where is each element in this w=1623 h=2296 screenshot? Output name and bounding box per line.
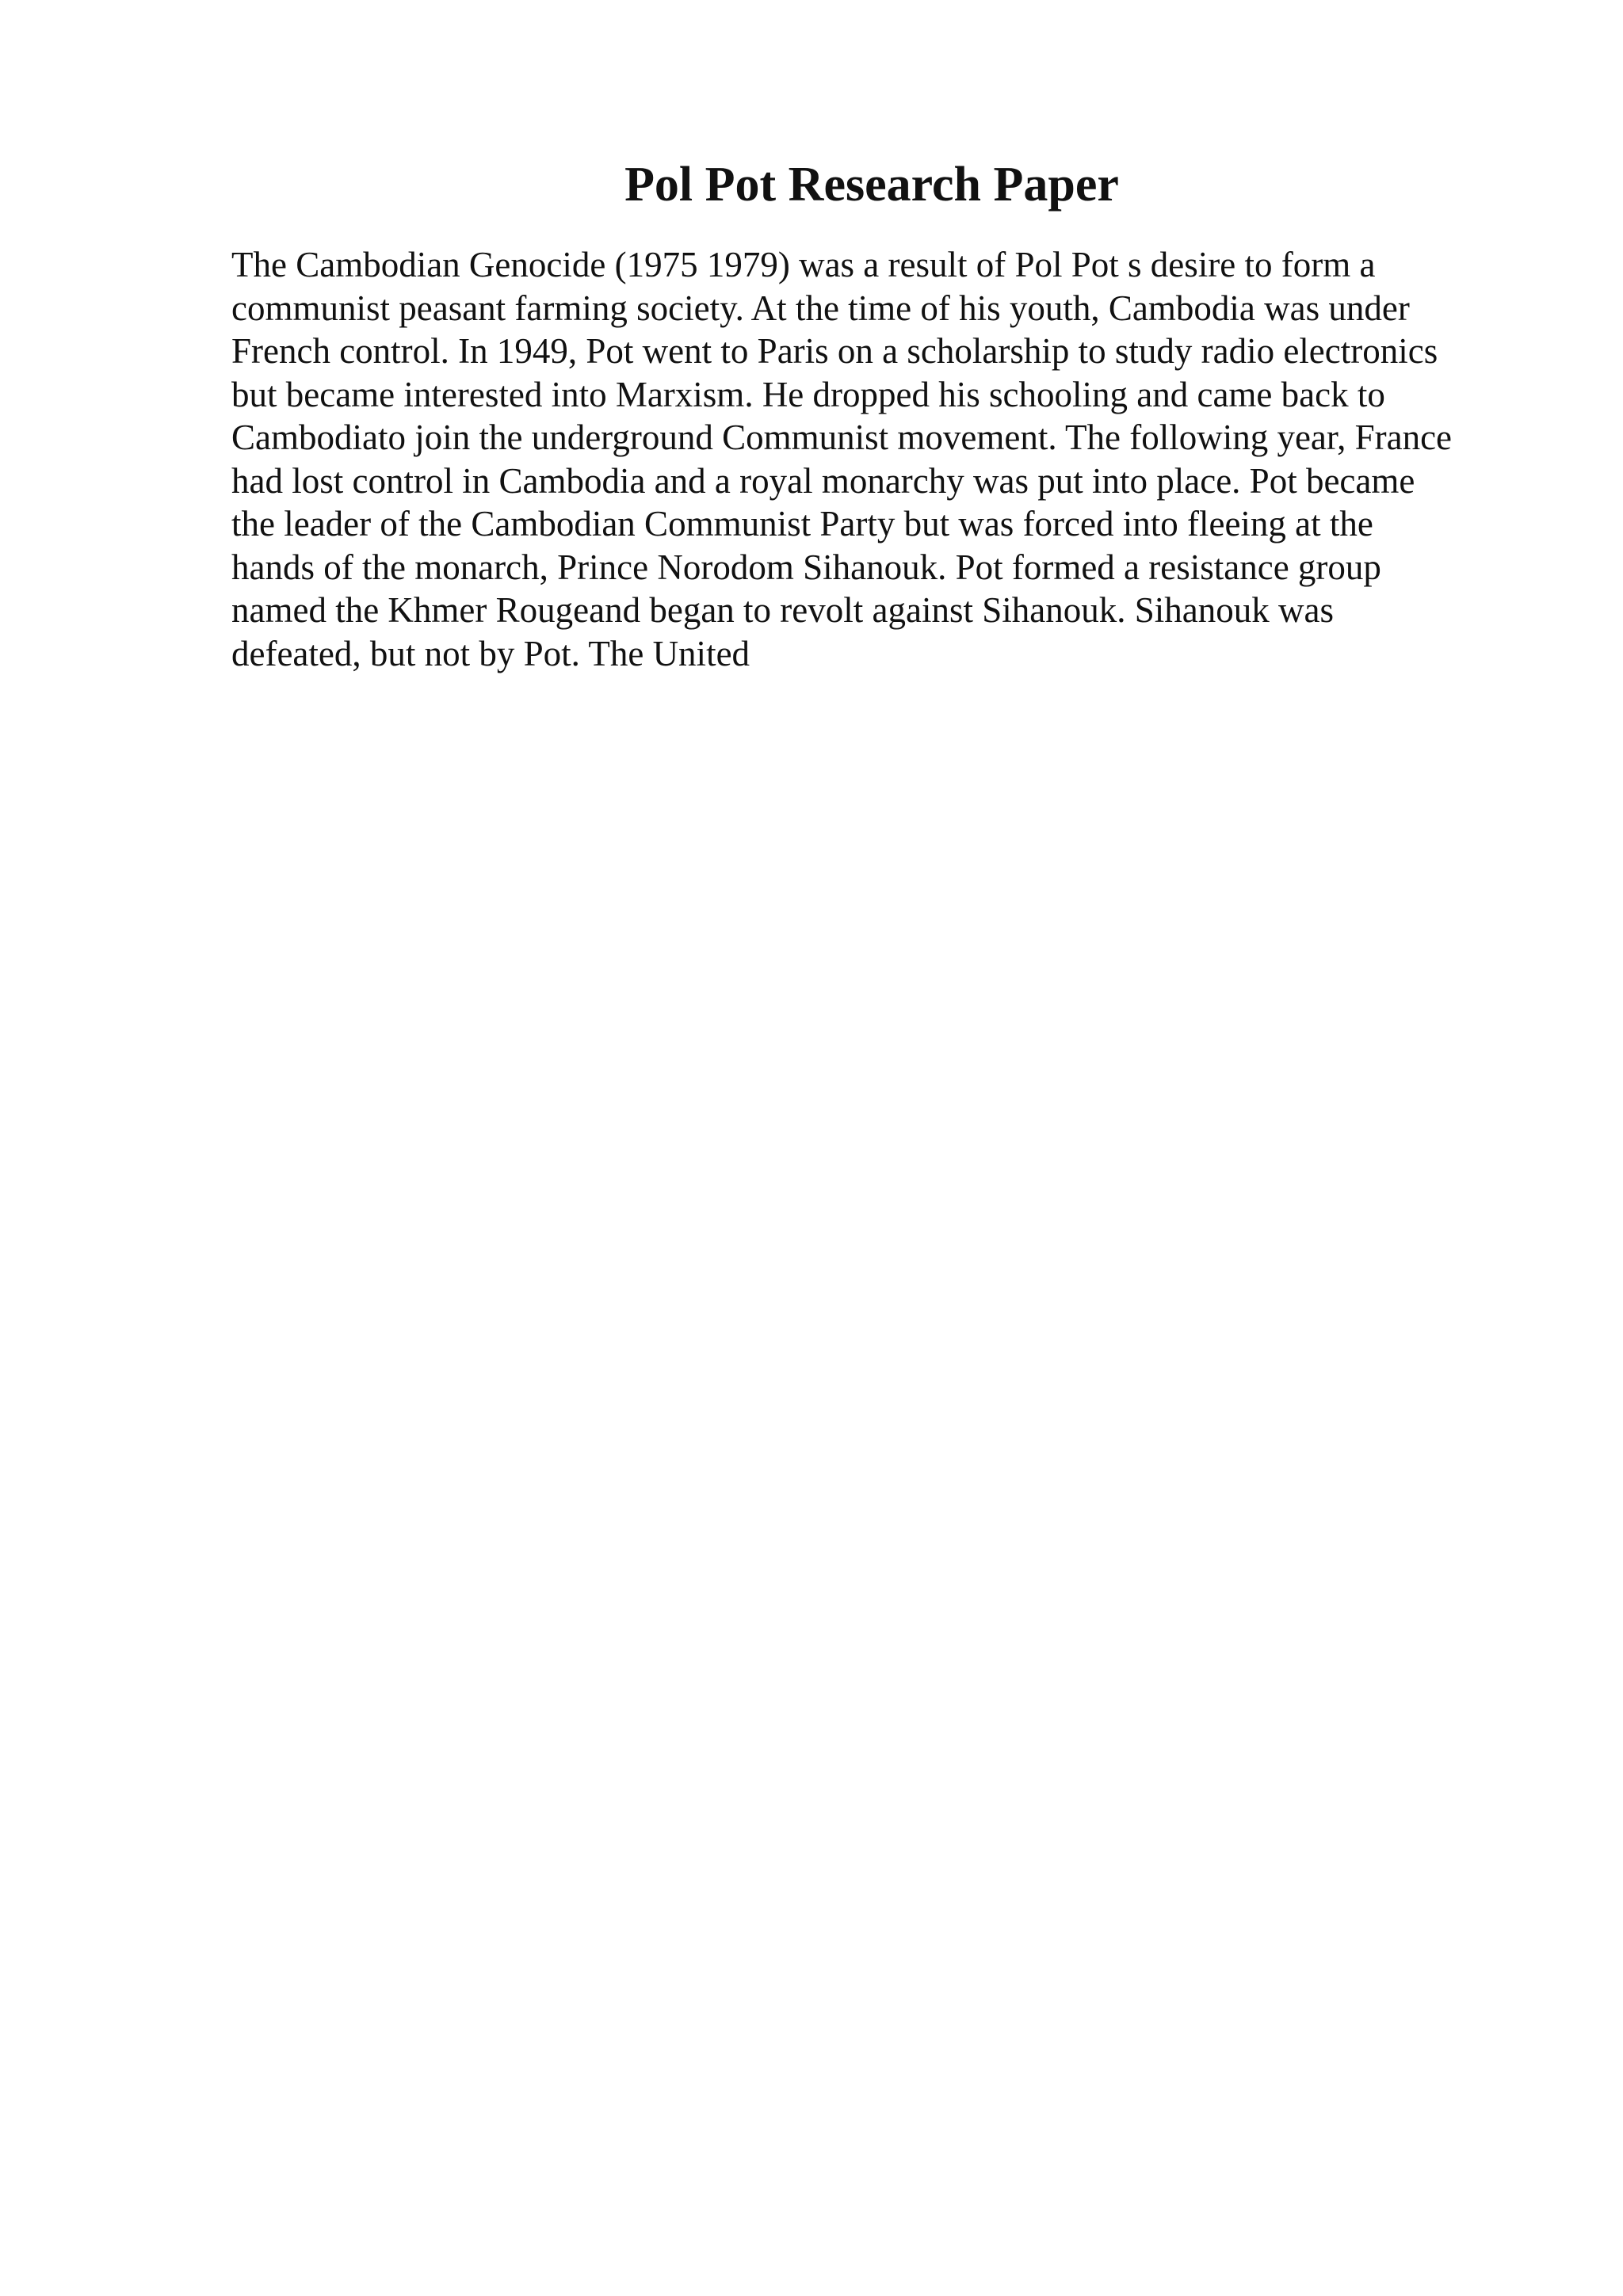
body-paragraph: [231, 243, 1523, 675]
paragraph-line: communist peasant farming society. At the time of his youth, Cambodia was under: [231, 288, 1410, 328]
paragraph-line: but became interested into Marxism. He dropped his schooling and came back to: [231, 374, 1385, 414]
document-title: Pol Pot Research Paper: [624, 158, 1119, 212]
paragraph-line: had lost control in Cambodia and a royal monarchy was put into place. Pot became: [231, 460, 1415, 501]
paragraph-line: defeated, but not by Pot. The United: [231, 633, 750, 673]
paragraph-line: Cambodiato join the underground Communist movement. The following year, France: [231, 418, 1453, 457]
paragraph-line: French control. In 1949, Pot went to Paris on a scholarship to study radio electronics: [231, 331, 1438, 371]
paragraph-line: hands of the monarch, Prince Norodom Sihanouk. Pot formed a resistance group: [231, 547, 1381, 587]
paragraph-line: the leader of the Cambodian Communist Party but was forced into fleeing at the: [231, 504, 1373, 543]
paragraph-line: named the Khmer Rougeand began to revolt against Sihanouk. Sihanouk was: [231, 590, 1334, 630]
paragraph-line: The Cambodian Genocide (1975 1979) was a result of Pol Pot s desire to form a: [231, 245, 1376, 284]
